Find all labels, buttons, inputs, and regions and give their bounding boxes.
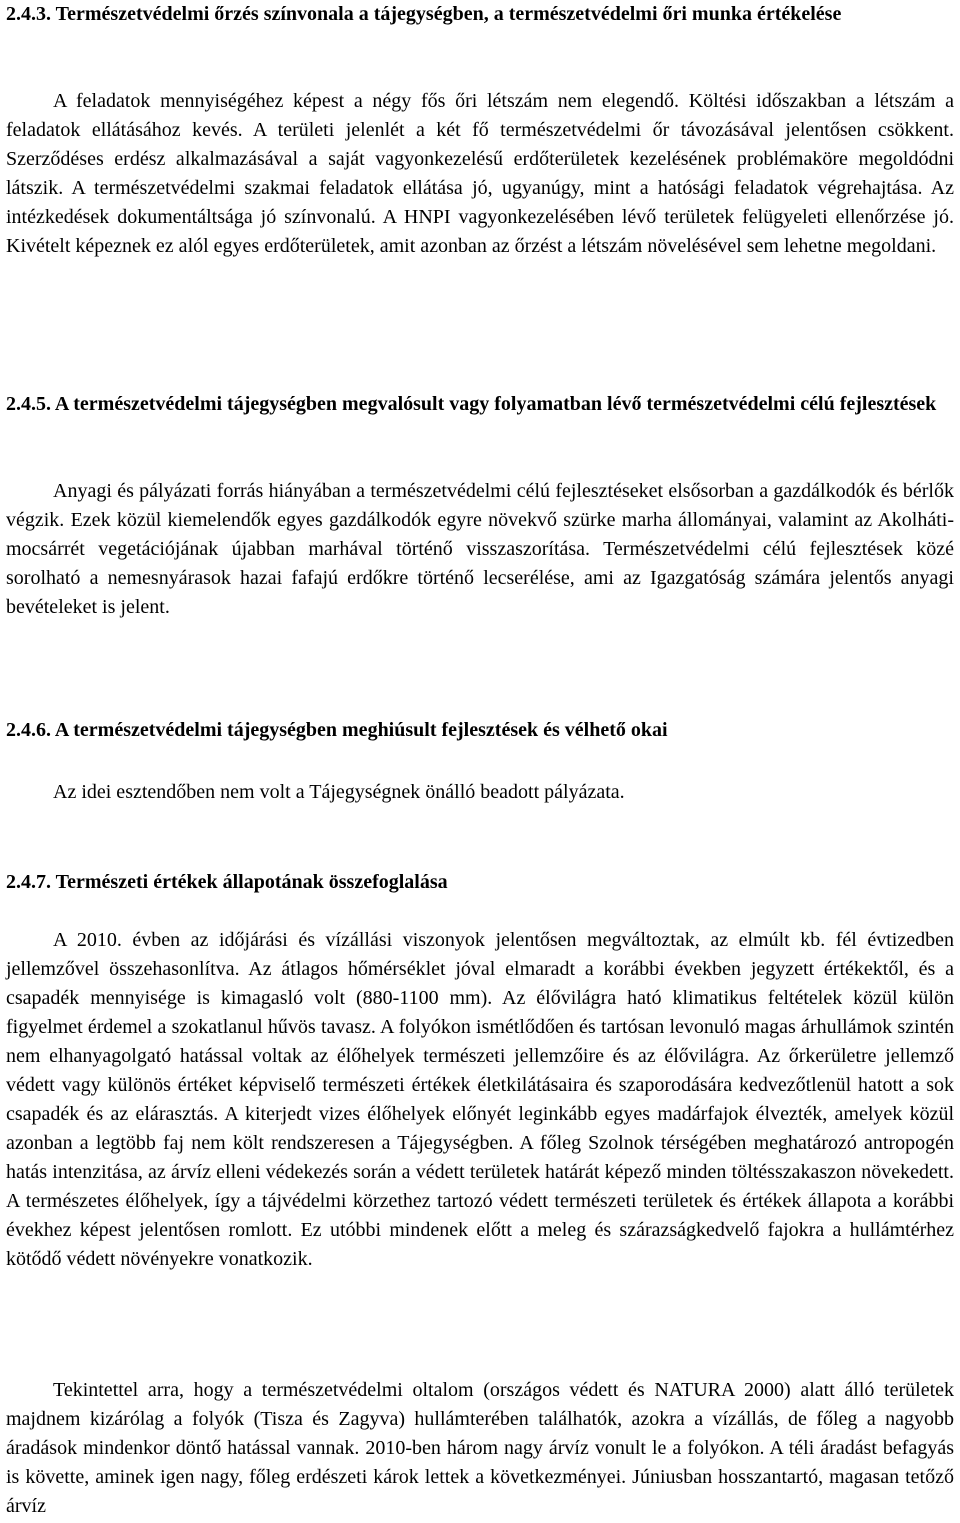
heading-title: Természeti értékek állapotának összefoglalása <box>55 871 448 893</box>
heading-number: 2.4.6. <box>6 719 51 741</box>
paragraph-2-4-5: Anyagi és pályázati forrás hiányában a természetvédelmi célú fejlesztéseket elsősorban a gazdálkodók és bérlők végzik. Ezek közül kiemelendők egyes gazdálkodók egyre növekvő szürke marha állományai, valamint az Akolháti-mocsárrét vegetációjának újabban marhával történő visszaszorítása. Természetvédelmi célú fejlesztések közé sorolható a nemesnyárasok hazai fafajú erdőkre történő lecserélése, ami az Igazgatóság számára jelentős anyagi bevételeket is jelent. <box>6 480 954 618</box>
heading-2-4-7 <box>6 868 956 897</box>
heading-2-4-6 <box>6 716 956 745</box>
paragraph-2-4-3: A feladatok mennyiségéhez képest a négy fős őri létszám nem elegendő. Költési időszakban a létszám a feladatok ellátásához kevés. A területi jelenlét a két fő természetvédelmi őr távozásával jelentősen csökkent. Szerződéses erdész alkalmazásával a saját vagyonkezelésű erdőterületek kezelésének problémaköre megoldódni látszik. A természetvédelmi szakmai feladatok ellátása jó, ugyanúgy, mint a hatósági feladatok végrehajtása. Az intézkedések dokumentáltsága jó színvonalú. A HNPI vagyonkezelésében lévő területek felügyeleti ellenőrzése jó. Kivételt képeznek ez alól egyes erdőterületek, amit azonban az őrzést a létszám növelésével sem lehetne megoldani. <box>6 90 954 257</box>
heading-number: 2.4.5. <box>6 393 51 415</box>
heading-title: A természetvédelmi tájegységben meghiúsult fejlesztések és vélhető okai <box>54 719 668 741</box>
heading-title: Természetvédelmi őrzés színvonala a tájegységben, a természetvédelmi őri munka értékelése <box>55 3 842 25</box>
heading-number: 2.4.7. <box>6 871 51 893</box>
paragraph-2-4-6: Az idei esztendőben nem volt a Tájegységnek önálló beadott pályázata. <box>53 781 625 803</box>
paragraph-2-4-7-b: Tekintettel arra, hogy a természetvédelmi oltalom (országos védett és NATURA 2000) alatt álló területek majdnem kizárólag a folyók (Tisza és Zagyva) hullámterében találhatók, azokra a vízállás, de főleg a nagyobb áradások mindenkor döntő hatással vannak. 2010-ben három nagy árvíz vonult le a folyókon. A téli áradást befagyás is követte, aminek igen nagy, főleg erdészeti károk lettek a következményei. Júniusban hosszantartó, magasan tetőző árvíz <box>6 1379 954 1517</box>
heading-2-4-5 <box>6 390 956 419</box>
heading-2-4-3 <box>6 0 956 29</box>
paragraph-2-4-7-a: A 2010. évben az időjárási és vízállási viszonyok jelentősen megváltoztak, az elmúlt kb. fél évtizedben jellemzővel összehasonlítva. Az átlagos hőmérséklet jóval elmaradt a korábbi években jegyzett értékektől, és a csapadék mennyisége is kimagasló volt (880-1100 mm). Az élővilágra ható klimatikus feltételek közül külön figyelmet érdemel a szokatlanul hűvös tavasz. A folyókon ismétlődően és tartósan levonuló magas árhullámok szintén nem elhanyagolgató hatással voltak az élőhelyek természeti jellemzőire és az élővilágra. Az őrkerületre jellemző védett vagy különös értéket képviselő természeti értékek életkilátásaira és szaporodására kedvezőtlenül hatott a sok csapadék és az elárasztás. A kiterjedt vizes élőhelyek előnyét leginkább egyes madárfajok élvezték, amelyek közül azonban a legtöbb faj nem költ rendszeresen a Tájegységben. A főleg Szolnok térségében meghatározó antropogén hatás intenzitása, az árvíz elleni védekezés során a védett területek határát képező minden töltésszakaszon növekedett. A természetes élőhelyek, így a tájvédelmi körzethez tartozó védett természeti területek és értékek állapota a korábbi évekhez képest jelentősen romlott. Ez utóbbi mindenek előtt a meleg és szárazságkedvelő fajokra a hullámtérhez kötődő védett növényekre vonatkozik. <box>6 929 954 1270</box>
heading-number: 2.4.3. <box>6 3 51 25</box>
heading-title: A természetvédelmi tájegységben megvalósult vagy folyamatban lévő természetvédelmi célú fejlesztések <box>54 393 937 415</box>
